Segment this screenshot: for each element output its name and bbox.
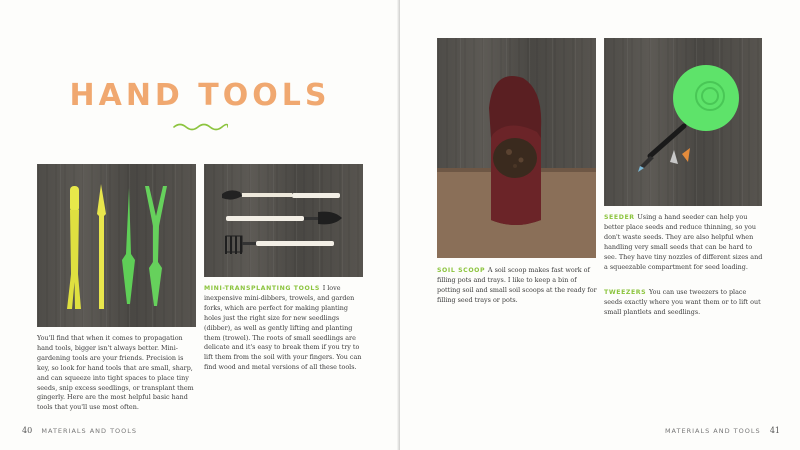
rake-icon	[226, 236, 334, 254]
seeder-paragraph	[604, 213, 766, 272]
tweezers-paragraph	[604, 288, 766, 318]
mini-tools-text: I love inexpensive mini-dibbers, trowels, and garden forks, which are perfect for making planting holes just the right size for new seedlings (dibber), as well as gently lifting and planting them (trowel). The roots of small seedlings are delicate and it's easy to break them if you try to lift them from the soil with your fingers. You can find wood and metal versions of all these tools.	[204, 284, 362, 372]
intro-paragraph: You'll find that when it comes to propagation hand tools, bigger isn't always better. Mini-gardening tools are your friends. Precision is key, so look for hand tools that are small, sharp, and can squeeze into tight spaces to place tiny seeds, snip excess seedlings, or transplant them gingerly. Here are the most helpful basic hand tools that you'll use most often.	[37, 334, 194, 412]
soil-scoop-heading: SOIL SCOOP	[437, 267, 488, 274]
folio-left	[22, 426, 137, 435]
folio-label-right: MATERIALS AND TOOLS	[664, 427, 761, 435]
soil-scoop-text: A soil scoop makes fast work of filling pots and trays. I like to keep a bin of potting soil and small soil scoops at the ready for filling seed trays or pots.	[437, 266, 597, 304]
trowel-icon	[222, 190, 340, 199]
pointed-dibber-icon	[97, 184, 106, 309]
green-fork-icon	[145, 186, 167, 306]
page-title: HAND TOOLS	[69, 78, 331, 113]
tweezers-heading: TWEEZERS	[604, 289, 649, 296]
soil-scoop-paragraph	[437, 266, 597, 306]
green-dibber-icon	[122, 188, 135, 304]
seeder-text: Using a hand seeder can help you better place seeds and reduce thinning, so you don't waste seeds. They are also helpful when handling very small seeds that can be hard to see. They have tiny nozzles of different sizes and a squeezable compartment for seed loading.	[604, 213, 763, 271]
page-number-right: 41	[769, 426, 780, 435]
photo-mini-tools	[204, 164, 363, 277]
mini-tools-heading: MINI-TRANSPLANTING TOOLS	[204, 285, 323, 292]
folio-label-left: MATERIALS AND TOOLS	[41, 427, 138, 435]
folio-right	[665, 426, 780, 435]
tweezers-text: You can use tweezers to place seeds exactly where you want them or to lift out small plantlets and seedlings.	[604, 288, 761, 316]
seeder-icon	[638, 65, 739, 172]
photo-seeder	[604, 38, 762, 206]
page-number-left: 40	[22, 426, 33, 435]
squiggle-divider-icon	[172, 122, 228, 132]
scoop-icon	[489, 76, 541, 225]
yellow-dibber-icon	[67, 186, 81, 309]
right-page	[400, 0, 800, 450]
seeder-heading: SEEDER	[604, 214, 638, 221]
mini-tools-paragraph	[204, 284, 366, 373]
shovel-icon	[226, 212, 342, 225]
photo-soil-scoop	[437, 38, 596, 258]
photo-dibbers	[37, 164, 196, 327]
